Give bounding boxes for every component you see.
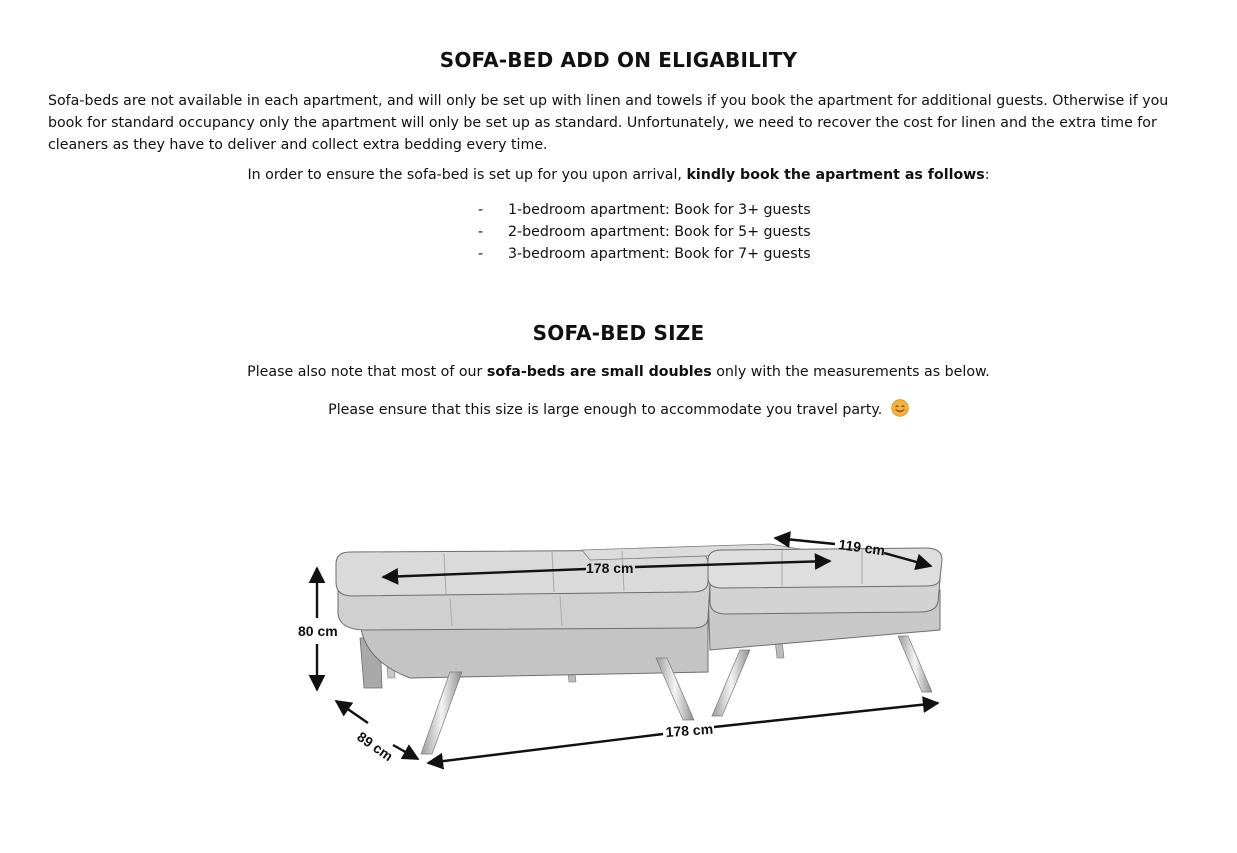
instruction-prefix: In order to ensure the sofa-bed is set up for you upon arrival,	[247, 167, 682, 183]
size-title: SOFA-BED SIZE	[532, 321, 705, 345]
note-prefix: Please also note that most of our	[247, 364, 483, 380]
list-item	[478, 243, 811, 265]
booking-rules-list	[478, 199, 811, 265]
note-bold: sofa-beds are small doubles	[486, 364, 712, 380]
ensure-text: Please ensure that this size is large enough to accommodate you travel party.	[328, 402, 883, 418]
list-item-text: 3-bedroom apartment: Book for 7+ guests	[508, 246, 811, 262]
height-label: 80 cm	[298, 623, 338, 639]
size-note	[0, 364, 1237, 380]
bottom-length-label: 178 cm	[665, 720, 714, 740]
instruction-bold: kindly book the apartment as follows	[686, 167, 985, 183]
eligibility-intro: Sofa-beds are not available in each apartment, and will only be set up with linen and towels if you book the apartment for additional guests. Otherwise if you book for standard occupancy only the apartment will only be set up as standard. Unfortunately, we need to recover the cost for linen and the extra time for cleaners as they have to deliver and collect extra bedding every time.	[48, 93, 1169, 153]
top-length-label: 178 cm	[586, 560, 634, 576]
list-dash: -	[478, 224, 484, 240]
sofa-bed-dimension-diagram	[290, 520, 960, 780]
list-item-text: 1-bedroom apartment: Book for 3+ guests	[508, 202, 811, 218]
note-suffix: only with the measurements as below.	[716, 364, 990, 380]
size-ensure-line	[0, 399, 1237, 421]
list-dash: -	[478, 202, 484, 218]
list-item	[478, 221, 811, 243]
booking-instruction	[0, 167, 1237, 183]
top-width-label: 119 cm	[837, 536, 887, 559]
smiling-face-icon	[891, 399, 909, 421]
instruction-suffix: :	[984, 167, 990, 183]
list-dash: -	[478, 246, 484, 262]
list-item	[478, 199, 811, 221]
list-item-text: 2-bedroom apartment: Book for 5+ guests	[508, 224, 811, 240]
eligibility-title: SOFA-BED ADD ON ELIGABILITY	[439, 48, 798, 72]
depth-label: 89 cm	[354, 728, 396, 765]
